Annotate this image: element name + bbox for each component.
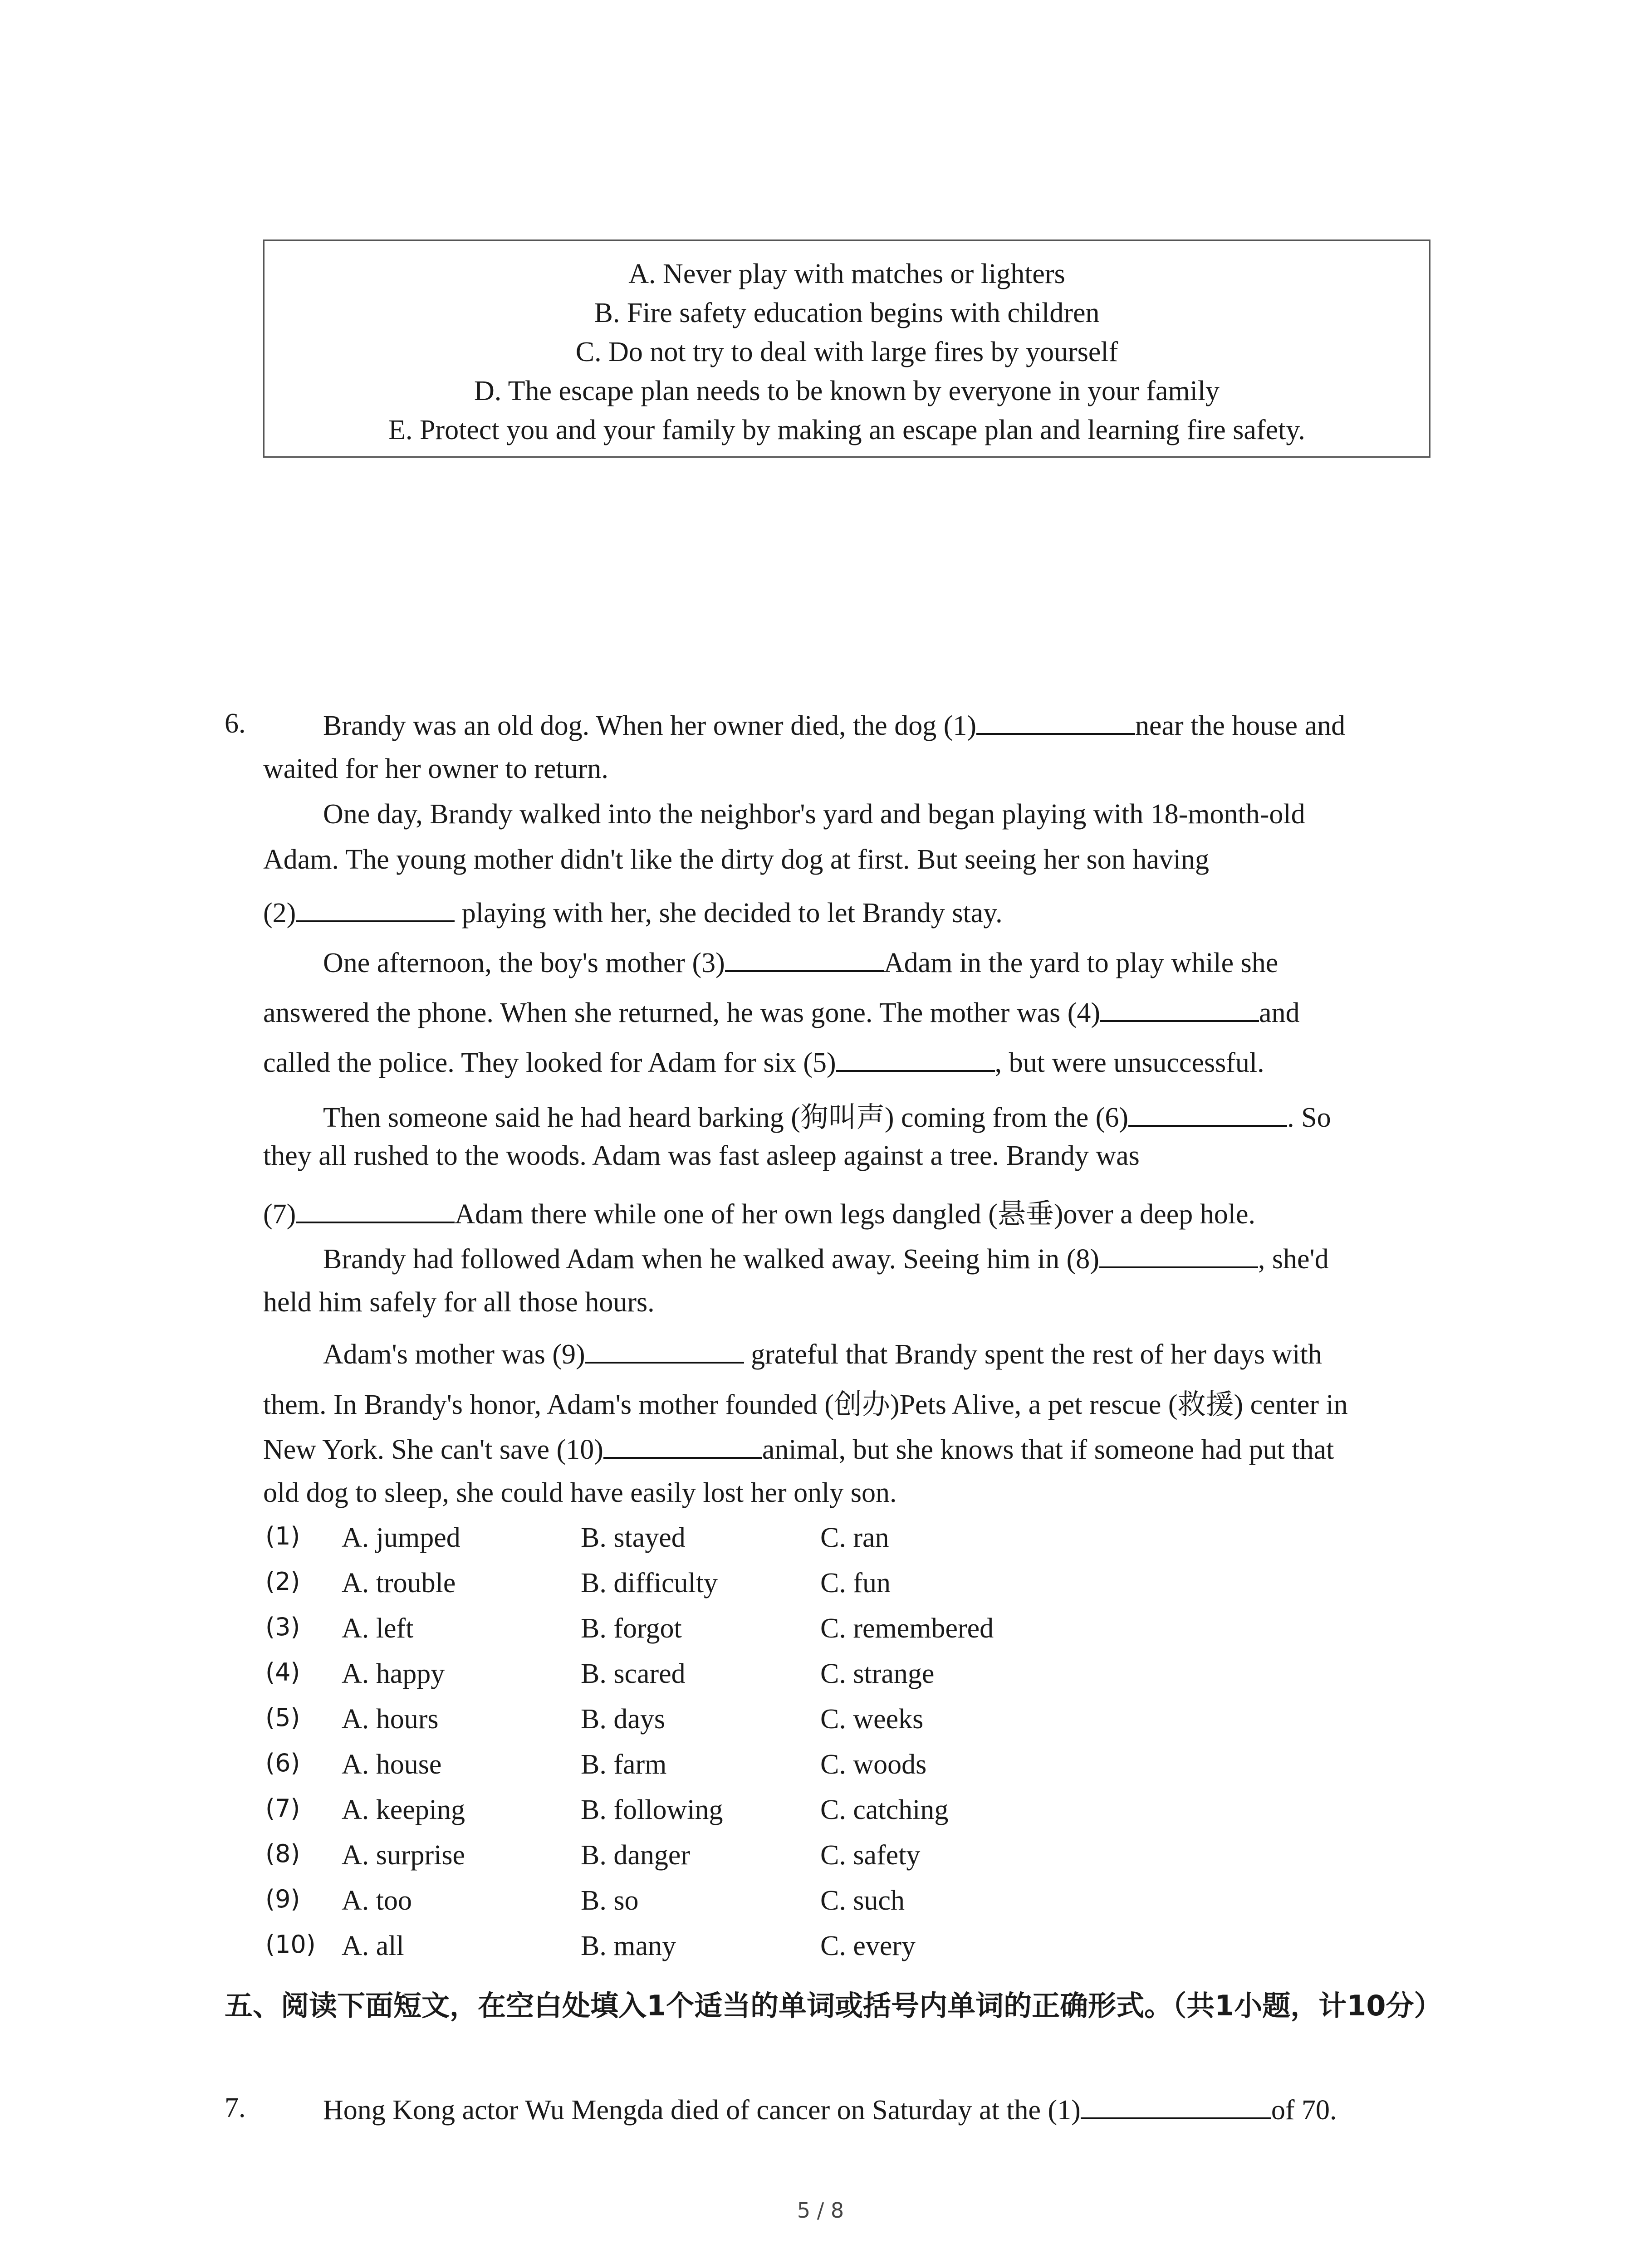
choice-b[interactable]: B. farm bbox=[581, 1749, 667, 1780]
choice-row bbox=[0, 1794, 1641, 1839]
choice-number: (7) bbox=[265, 1794, 300, 1823]
passage-text: animal, but she knows that if someone had put that bbox=[762, 1434, 1334, 1465]
question-number-7: 7. bbox=[225, 2092, 246, 2123]
choice-row bbox=[0, 1930, 1641, 1975]
passage-line-5 bbox=[263, 895, 1003, 929]
choice-number: (3) bbox=[265, 1613, 300, 1641]
blank-6[interactable] bbox=[1128, 1100, 1287, 1127]
choice-number: (10) bbox=[265, 1930, 316, 1959]
choice-a[interactable]: A. left bbox=[342, 1613, 414, 1644]
heading-option-c: C. Do not try to deal with large fires by yourself bbox=[575, 337, 1118, 367]
passage-text: playing with her, she decided to let Brandy stay. bbox=[455, 898, 1003, 929]
passage-line-14 bbox=[323, 1336, 1322, 1371]
choice-row bbox=[0, 1567, 1641, 1613]
passage-line-4: Adam. The young mother didn't like the dirty dog at first. But seeing her son having bbox=[263, 844, 1209, 875]
blank-1[interactable] bbox=[976, 708, 1135, 735]
blank-5[interactable] bbox=[836, 1045, 995, 1072]
passage-line-2: waited for her owner to return. bbox=[263, 753, 608, 784]
passage-text: Adam's mother was (9) bbox=[323, 1339, 585, 1370]
passage-line-17: old dog to sleep, she could have easily lost her only son. bbox=[263, 1477, 897, 1508]
choice-a[interactable]: A. house bbox=[342, 1749, 442, 1780]
passage-text: Brandy had followed Adam when he walked away. Seeing him in (8) bbox=[323, 1244, 1099, 1275]
choice-b[interactable]: B. forgot bbox=[581, 1613, 682, 1644]
choice-c[interactable]: C. strange bbox=[820, 1658, 935, 1689]
choice-c[interactable]: C. every bbox=[820, 1931, 916, 1961]
passage-text: of 70. bbox=[1271, 2095, 1337, 2126]
choice-number: (8) bbox=[265, 1839, 300, 1868]
passage-line-15: them. In Brandy's honor, Adam's mother founded (创办)Pets Alive, a pet rescue (救援) center in bbox=[263, 1389, 1348, 1420]
passage-text: called the police. They looked for Adam for six (5) bbox=[263, 1047, 836, 1078]
choice-row bbox=[0, 1839, 1641, 1885]
passage-line-1 bbox=[323, 708, 1345, 742]
blank-9[interactable] bbox=[585, 1336, 744, 1364]
blank-8[interactable] bbox=[1099, 1241, 1258, 1268]
passage-line-11 bbox=[263, 1191, 1255, 1232]
passage-text: Then someone said he had heard barking (狗叫声) coming from the (6) bbox=[323, 1102, 1129, 1133]
choice-a[interactable]: A. hours bbox=[342, 1704, 439, 1735]
choice-a[interactable]: A. trouble bbox=[342, 1568, 456, 1598]
page-number: 5 / 8 bbox=[797, 2198, 844, 2223]
question-7-text bbox=[323, 2092, 1337, 2126]
choice-b[interactable]: B. difficulty bbox=[581, 1568, 718, 1598]
section-heading: 五、阅读下面短文，在空白处填入1个适当的单词或括号内单词的正确形式。（共1小题，计10分） bbox=[225, 1989, 1442, 2022]
choice-a[interactable]: A. jumped bbox=[342, 1522, 460, 1553]
passage-text: grateful that Brandy spent the rest of her days with bbox=[744, 1339, 1322, 1370]
choice-row bbox=[0, 1749, 1641, 1794]
heading-option-b: B. Fire safety education begins with children bbox=[594, 298, 1100, 328]
choice-row bbox=[0, 1522, 1641, 1567]
passage-line-6 bbox=[323, 945, 1278, 979]
choice-row bbox=[0, 1658, 1641, 1703]
passage-text: , she'd bbox=[1258, 1244, 1329, 1275]
passage-text: answered the phone. When she returned, he was gone. The mother was (4) bbox=[263, 997, 1101, 1028]
passage-text: Adam there while one of her own legs dangled (悬垂)over a deep hole. bbox=[455, 1199, 1255, 1230]
choice-c[interactable]: C. remembered bbox=[820, 1613, 994, 1644]
blank-7[interactable] bbox=[296, 1196, 455, 1223]
choice-row bbox=[0, 1613, 1641, 1658]
choice-c[interactable]: C. woods bbox=[820, 1749, 927, 1780]
choice-b[interactable]: B. stayed bbox=[581, 1522, 686, 1553]
choice-number: (4) bbox=[265, 1658, 300, 1686]
blank-4[interactable] bbox=[1100, 995, 1259, 1022]
passage-text: New York. She can't save (10) bbox=[263, 1434, 603, 1465]
choice-c[interactable]: C. fun bbox=[820, 1568, 891, 1598]
choice-number: (1) bbox=[265, 1522, 300, 1550]
passage-line-8 bbox=[263, 1045, 1264, 1079]
choice-b[interactable]: B. days bbox=[581, 1704, 665, 1735]
heading-option-e: E. Protect you and your family by making an escape plan and learning fire safety. bbox=[388, 415, 1305, 445]
choice-c[interactable]: C. catching bbox=[820, 1794, 949, 1825]
choice-c[interactable]: C. ran bbox=[820, 1522, 889, 1553]
choice-c[interactable]: C. safety bbox=[820, 1840, 921, 1871]
heading-options-box bbox=[263, 240, 1430, 458]
passage-text: One afternoon, the boy's mother (3) bbox=[323, 948, 725, 978]
passage-text: and bbox=[1259, 997, 1300, 1028]
heading-option-a: A. Never play with matches or lighters bbox=[628, 259, 1065, 289]
passage-text: Adam in the yard to play while she bbox=[883, 948, 1279, 978]
passage-text: (2) bbox=[263, 898, 296, 929]
question-number-6: 6. bbox=[225, 708, 246, 739]
blank-2[interactable] bbox=[296, 895, 455, 922]
choice-a[interactable]: A. all bbox=[342, 1931, 404, 1961]
passage-line-3: One day, Brandy walked into the neighbor's yard and began playing with 18-month-old bbox=[323, 799, 1305, 830]
passage-line-16 bbox=[263, 1432, 1334, 1466]
choice-number: (6) bbox=[265, 1749, 300, 1777]
choice-a[interactable]: A. keeping bbox=[342, 1794, 465, 1825]
choice-c[interactable]: C. weeks bbox=[820, 1704, 924, 1735]
choice-b[interactable]: B. so bbox=[581, 1885, 639, 1916]
passage-text: near the house and bbox=[1135, 710, 1346, 741]
choice-b[interactable]: B. many bbox=[581, 1931, 676, 1961]
choice-b[interactable]: B. following bbox=[581, 1794, 723, 1825]
passage-line-10: they all rushed to the woods. Adam was fast asleep against a tree. Brandy was bbox=[263, 1140, 1140, 1171]
passage-line-9 bbox=[323, 1095, 1331, 1135]
passage-text: . So bbox=[1287, 1102, 1331, 1133]
choice-b[interactable]: B. danger bbox=[581, 1840, 691, 1871]
choice-a[interactable]: A. surprise bbox=[342, 1840, 465, 1871]
choice-b[interactable]: B. scared bbox=[581, 1658, 686, 1689]
passage-text: , but were unsuccessful. bbox=[994, 1047, 1264, 1078]
choice-number: (2) bbox=[265, 1567, 300, 1596]
passage-line-13: held him safely for all those hours. bbox=[263, 1287, 655, 1318]
passage-text: (7) bbox=[263, 1199, 296, 1230]
choice-row bbox=[0, 1885, 1641, 1930]
passage-line-12 bbox=[323, 1241, 1329, 1276]
choice-c[interactable]: C. such bbox=[820, 1885, 905, 1916]
choice-number: (9) bbox=[265, 1885, 300, 1913]
choice-number: (5) bbox=[265, 1703, 300, 1732]
choice-row bbox=[0, 1703, 1641, 1749]
passage-text: Hong Kong actor Wu Mengda died of cancer on Saturday at the (1) bbox=[323, 2095, 1081, 2126]
passage-text: Brandy was an old dog. When her owner died, the dog (1) bbox=[323, 710, 976, 741]
heading-option-d: D. The escape plan needs to be known by everyone in your family bbox=[474, 376, 1220, 406]
blank-3[interactable] bbox=[725, 945, 884, 972]
choice-a[interactable]: A. happy bbox=[342, 1658, 445, 1689]
blank-q7-1[interactable] bbox=[1081, 2092, 1271, 2119]
passage-line-7 bbox=[263, 995, 1300, 1029]
blank-10[interactable] bbox=[603, 1432, 762, 1459]
choice-a[interactable]: A. too bbox=[342, 1885, 412, 1916]
